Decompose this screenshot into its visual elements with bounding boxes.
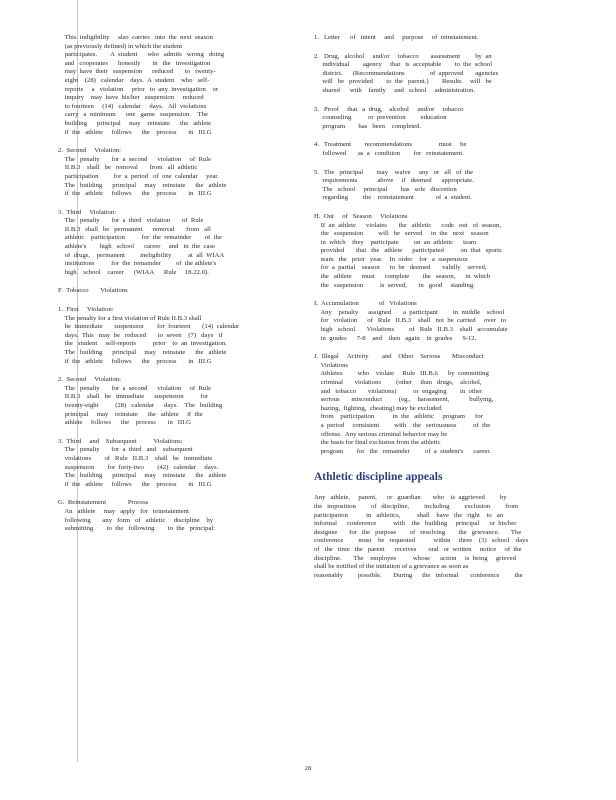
appeals-paragraph: Any athlete, parent, or guardian who is aggrieved by the imposition of discipline, including exclusion from participation in athletics, shall have the right to an informal conference with the building principal or his/her designee for the purpose of resolving the grievance. The conference must be requested within three (3) school days of the time the parent receives oral or written notice of the discipline. The employee whose action is being grieved shall be notified of the initiation of a grievance as soon as reasonably possible. During the informal conference the <box>314 494 529 579</box>
reinstatement-item-assessment: 2. Drug, alcohol and/or tobacco assessment by an individual agency that is acceptable to the school district. (Recommendations of approved agencies will be provided to the parent.) Results will be shared with family and school administration. <box>314 52 499 94</box>
left-column <box>58 34 276 534</box>
item-tobacco-second-violation: 2. Second Violation: The penalty for a second violation of Rule II.B.3 shall be immediate suspension for twenty-eight (28) calendar days. The building principal may reinstate the athlete if the athlete follows the process in III.G <box>58 376 223 427</box>
reinstatement-item-treatment: 4. Treatment recommendations must be followed as a condition for reinstatement. <box>314 141 467 157</box>
reinstatement-item-letter: 1. Letter of intent and purpose of reinstatement. <box>314 34 479 41</box>
reinstatement-item-waiver: 5. The principal may waive any or all of the requirements above if deemed appropriate. The school principal has sole discretion regarding the reinstatement of a student. <box>314 168 474 202</box>
right-column <box>314 34 554 580</box>
item-alcohol-second-violation: 2. Second Violation: The penalty for a second violation of Rule II.B.3 shall be removal from all athletic participation for a period of one calendar year. The building principal may reinstate the athlete if the athlete follows the process in III.G <box>58 147 227 198</box>
section-reinstatement-process: G. Reinstatement Process An athlete may apply for reinstatement following any form of athletic discipline by submitting to the following to the principal: <box>58 499 216 533</box>
section-out-of-season-violations: H. Out of Season Violations If an athlete violates the athletic code out of season, the suspension will be served in the next season in which they participate on an athletic team provided that the athlete participated on that sports team the prior year. In order for a suspension for a partial season to be deemed validly served, the athlete must complete the season, in which the suspension is served, in good standing. <box>314 212 502 289</box>
item-tobacco-third-violation: 3. Third and Subsequent Violations: The penalty for a third and subsequent violations of Rule II.B.3 shall be immediate suspension for forty-two (42) calendar days. The building principal may reinstate the athlete if the athlete follows the process in III.G <box>58 437 227 488</box>
item-alcohol-third-violation: 3. Third Violation: The penalty for a third violation of Rule II.B.3 shall be permanent removal from all athletic participation for the remainder of the athlete's high school career and in the case of drugs, permanent ineligibility at all WIAA institutions for the remainder of the athlete's high school career (WIAA Rule 18.22.0). <box>58 208 225 276</box>
reinstatement-item-proof: 3. Proof that a drug, alcohol and/or tobacco counseling or prevention education program has been completed. <box>314 105 464 130</box>
item-tobacco-first-violation: 1. First Violation: The penalty for a first violation of Rule II.B.3 shall be immediate suspension for fourteen (14) calendar days. This may be reduced to seven (7) days if the student self-reports prior to an investigation. The building principal may reinstate the athlete if the athlete follows the process in III.G <box>58 306 240 365</box>
section-heading-tobacco-violations: F. Tobacco Violations <box>58 287 128 295</box>
section-illegal-activity: J. Illegal Activity and Other Serious Misconduct Violations Athletes who violate Rule III.B.6 by committing criminal violations (other than drugs, alcohol, and tobacco violations) or engaging in other serious misconduct (eg., harassment, bullying, hazing, fighting, cheating) may be excluded from participation in the athletic program for a period consistent with the seriousness of the offense. Any serious criminal behavior may be the basis for final exclusion from the athletic program for the remainder of a student's career. <box>314 353 494 455</box>
page-number: 28 <box>304 765 312 772</box>
appeals-heading: Athletic discipline appeals <box>314 471 443 484</box>
paragraph-indigibility: This indigibility also carries into the next season (as previously defined) in which the student participates. A student who admits wrong doing and cooperates honestly in the investigation may have their suspension reduced to twenty- eight (28) calendar days. A student who self- reports a violation prior to any investigation or inquiry may have his/her suspension reduced to fourteen (14) calendar days. All violations carry a minimum one game suspension. The building principal may reinstate the athlete if the athlete follows the process in III.G <box>64 34 225 136</box>
section-accumulation-of-violations: I. Accumulation of Violations Any penalty assigned a participant in middle school for violation of Rule II.B.3 shall not be carried over to high school. Violations of Rule II.B.3 shall accumulate in grades 7-8 and then again in grades 9-12. <box>314 300 508 342</box>
